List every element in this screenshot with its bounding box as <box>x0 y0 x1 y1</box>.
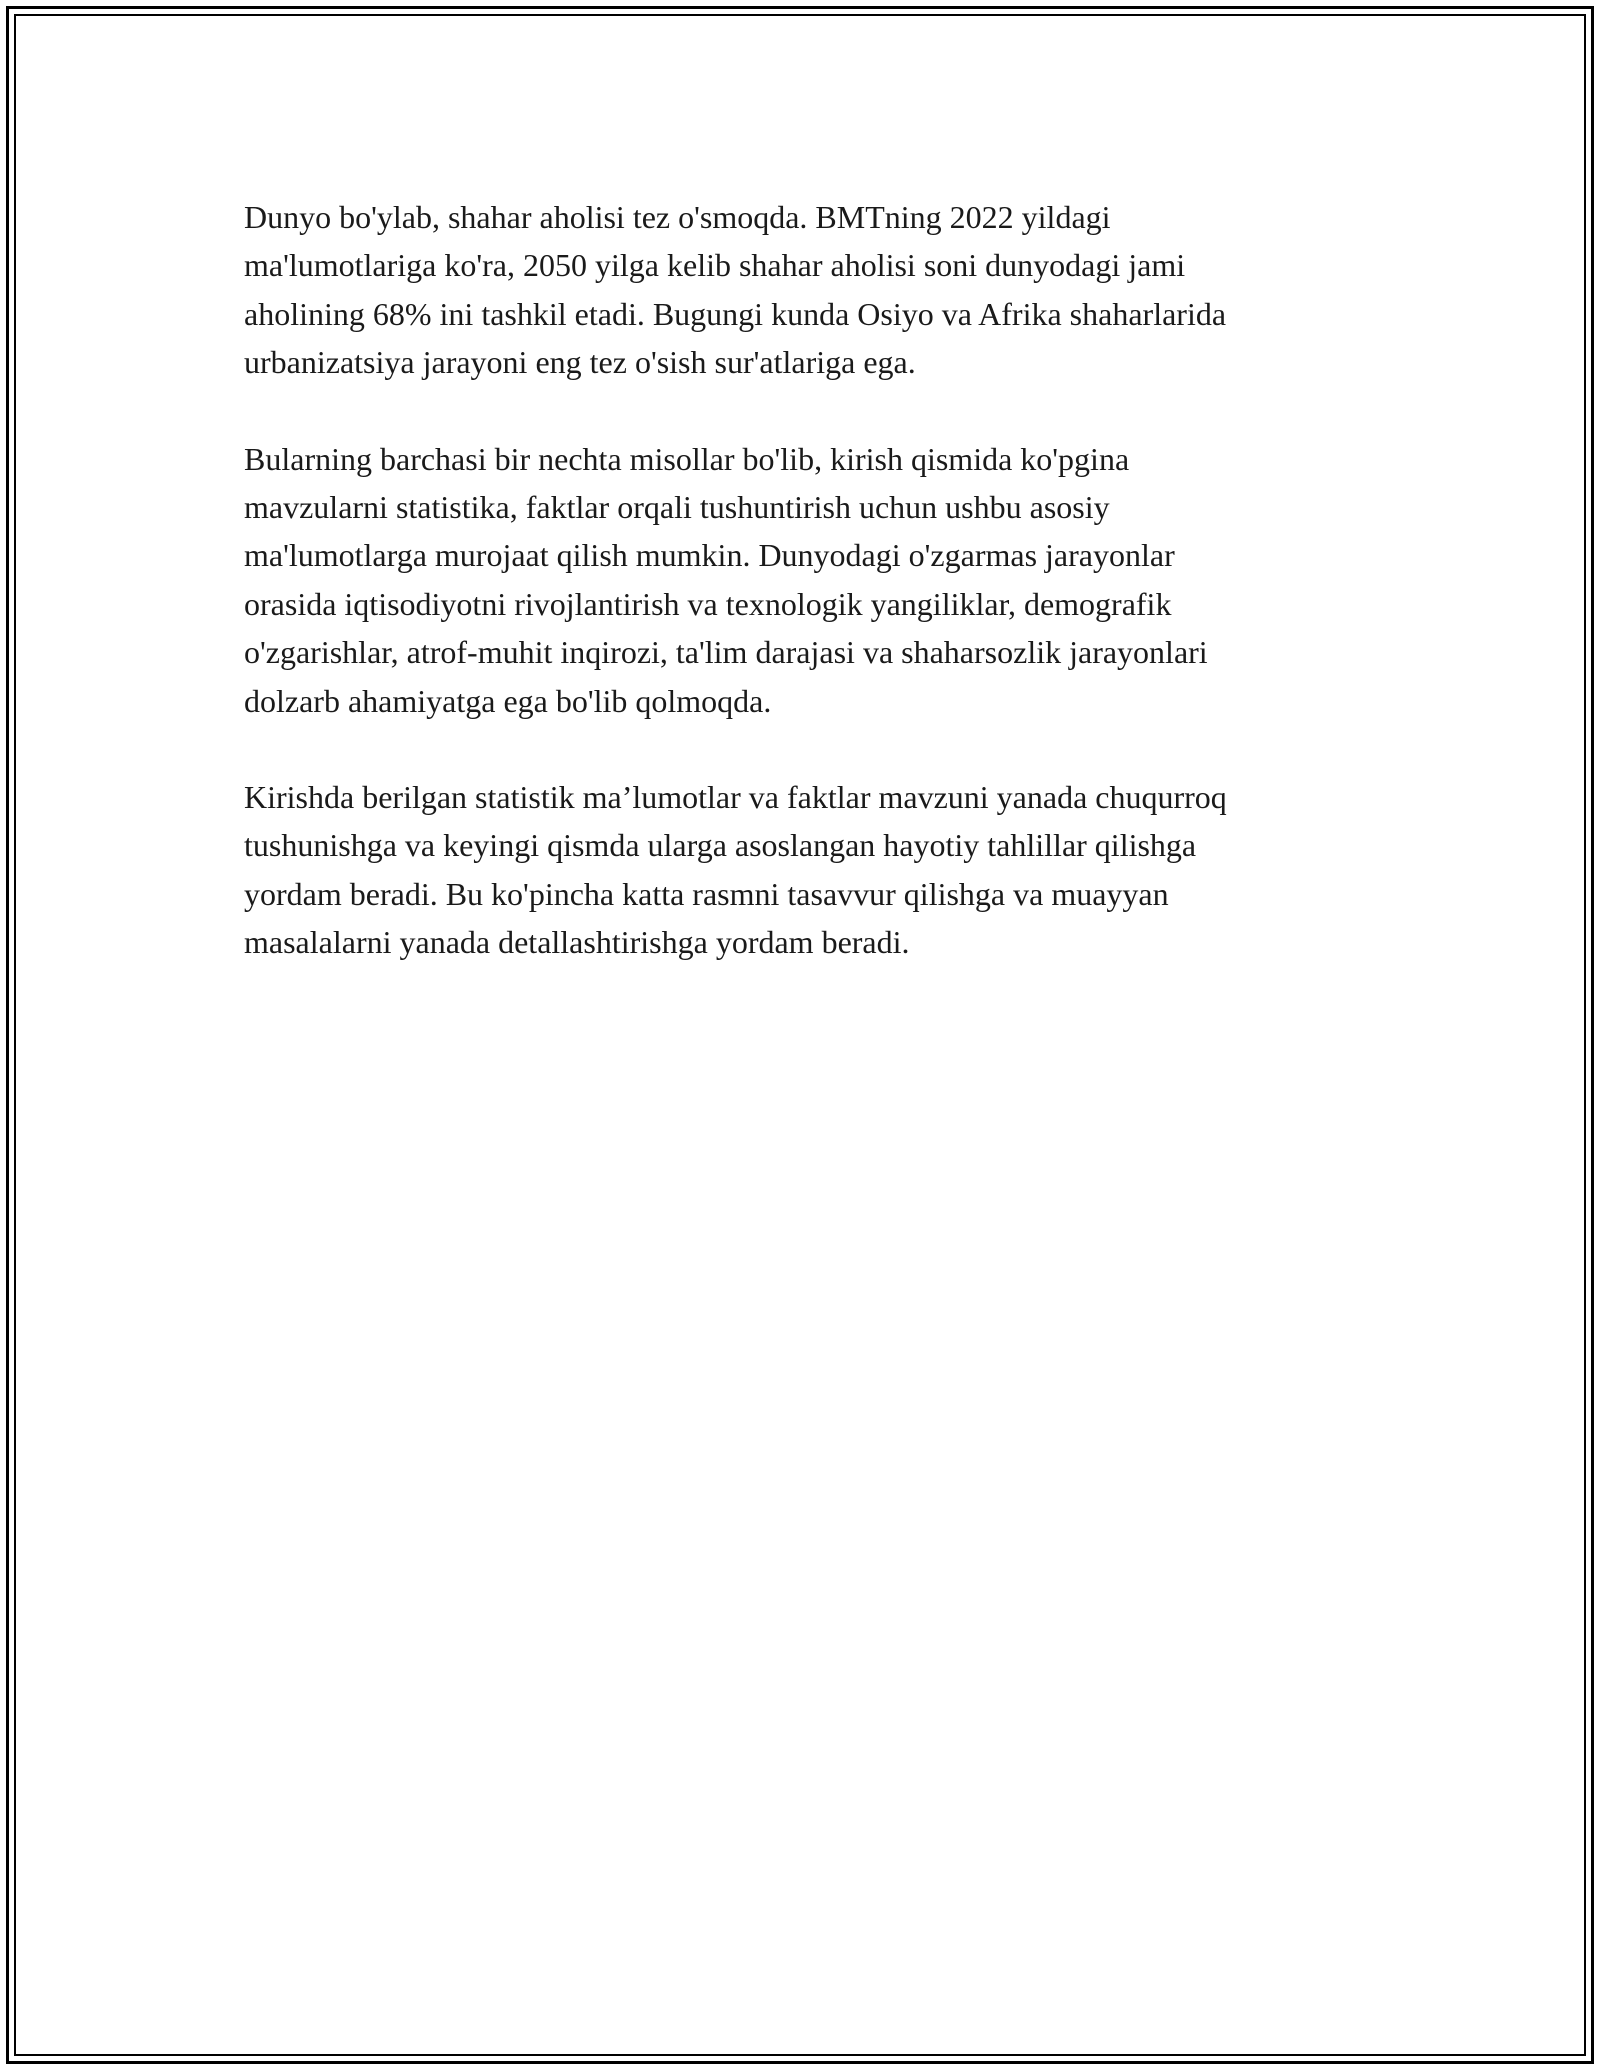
document-body <box>244 193 1379 1015</box>
page-frame <box>6 6 1594 2064</box>
paragraph-urban-growth: Dunyo bo'ylab, shahar aholisi tez o'smoqda. BMTning 2022 yildagi ma'lumotlariga ko'ra, 2050 yilga kelib shahar aholisi soni dunyodagi jami aholining 68% ini tashkil etadi. Bugungi kunda Osiyo va Afrika shaharlarida urbanizatsiya jarayoni eng tez o'sish sur'atlariga ega. <box>244 199 1227 381</box>
paragraph-statistics-purpose: Kirishda berilgan statistik ma’lumotlar va faktlar mavzuni yanada chuqurroq tushunishga va keyingi qismda ularga asoslangan hayotiy tahlillar qilishga yordam beradi. Bu ko'pincha katta rasmni tasavvur qilishga va muayyan masalalarni yanada detallashtirishga yordam beradi. <box>244 779 1227 961</box>
paragraph-global-processes: Bularning barchasi bir nechta misollar bo'lib, kirish qismida ko'pgina mavzularni statistika, faktlar orqali tushuntirish uchun ushbu asosiy ma'lumotlarga murojaat qilish mumkin. Dunyodagi o'zgarmas jarayonlar orasida iqtisodiyotni rivojlantirish va texnologik yangiliklar, demografik o'zgarishlar, atrof-muhit inqirozi, ta'lim darajasi va shaharsozlik jarayonlari dolzarb ahamiyatga ega bo'lib qolmoqda. <box>244 440 1208 719</box>
